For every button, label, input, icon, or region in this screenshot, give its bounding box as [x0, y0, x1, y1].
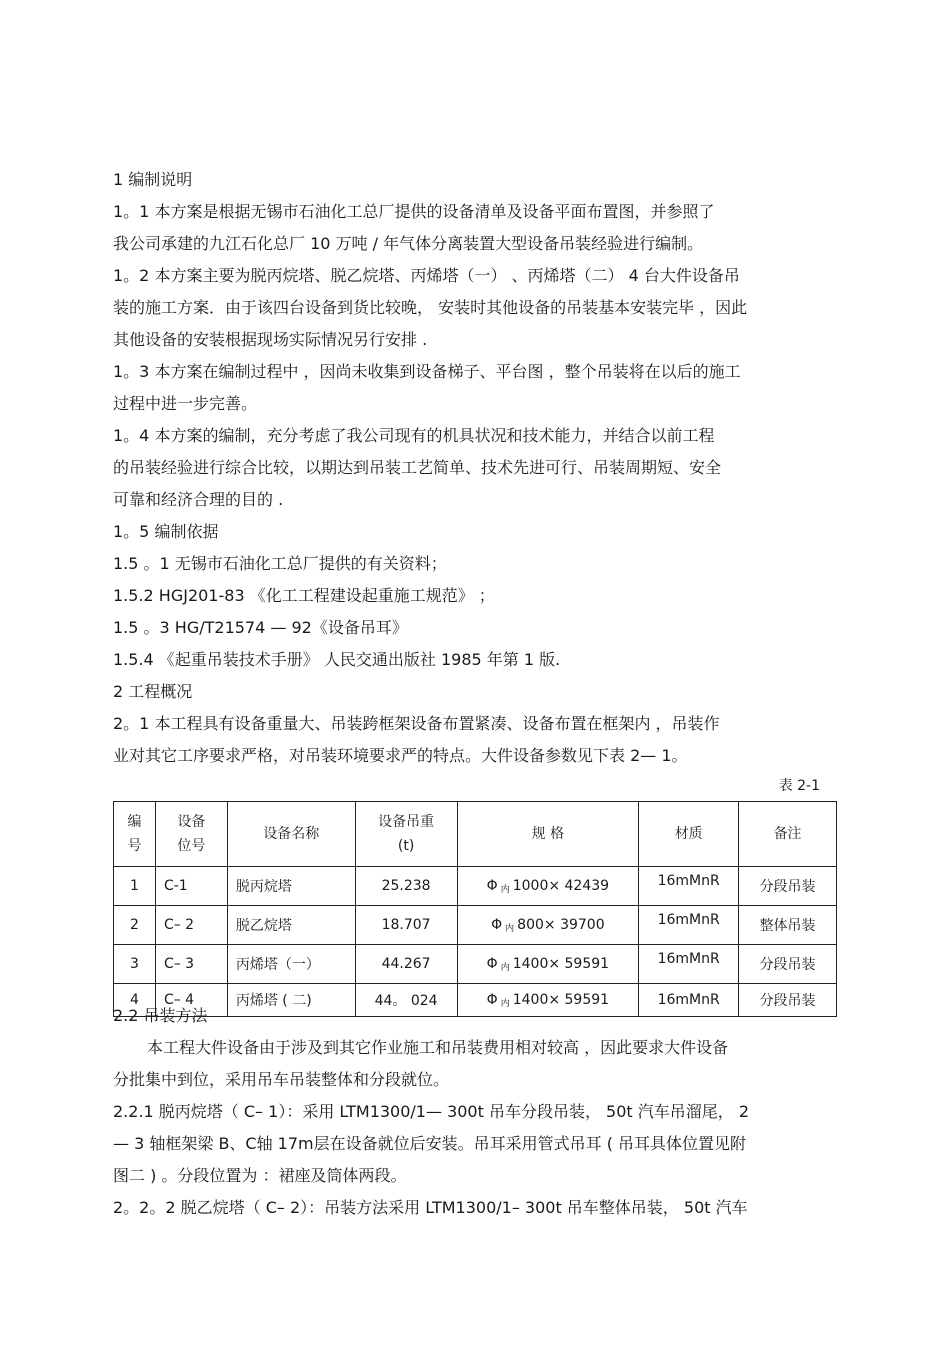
header-material: 材质: [639, 802, 739, 867]
paragraph-line: 我公司承建的九江石化总厂 10 万吨 / 年气体分离装置大型设备吊装经验进行编制。: [113, 234, 704, 253]
reference-item: 1.5.2 HGJ201-83 《化工工程建设起重施工规范》 ；: [113, 586, 495, 605]
reference-item: 1.5 。3 HG/T21574 — 92《设备吊耳》: [113, 618, 408, 637]
reference-item: 1.5.4 《起重吊装技术手册》 人民交通出版社 1985 年第 1 版.: [113, 650, 561, 669]
table-row: 4 C– 4 丙烯塔 ( 二) 44。 024 Φ $_内$ 1400× 59591 16mMnR 分段吊装: [114, 984, 837, 1017]
paragraph-line: 2。2。2 脱乙烷塔（ C– 2）：吊装方法采用 LTM1300/1– 300t 吊车整体吊装， 50t 汽车: [113, 1198, 748, 1217]
header-name: 设备名称: [227, 802, 355, 867]
paragraph-line: 图二 ) 。分段位置为 ：裙座及筒体两段。: [113, 1166, 407, 1185]
paragraph-line: 2.2.1 脱丙烷塔（ C– 1）：采用 LTM1300/1— 300t 吊车分段吊装， 50t 汽车吊溜尾， 2: [113, 1102, 750, 1121]
table-row: 2 C– 2 脱乙烷塔 18.707 Φ $_内$ 800× 39700 16mMnR 整体吊装: [114, 906, 837, 945]
paragraph-line: 1。3 本方案在编制过程中 ，因尚未收集到设备梯子、平台图 ，整个吊装将在以后的施工: [113, 362, 741, 381]
table-caption: 表 2-1: [778, 778, 820, 794]
table-row: 3 C– 3 丙烯塔（一） 44.267 Φ $_内$ 1400× 59591 16mMnR 分段吊装: [114, 945, 837, 984]
subheading-basis: 1。5 编制依据: [113, 522, 219, 541]
paragraph-line: 可靠和经济合理的目的 .: [113, 490, 284, 509]
paragraph-line: 1。4 本方案的编制，充分考虑了我公司现有的机具状况和技术能力，并结合以前工程: [113, 426, 715, 445]
table-row: 1 C-1 脱丙烷塔 25.238 Φ $_内$ 1000× 42439 16mMnR 分段吊装: [114, 867, 837, 906]
paragraph-line: 装的施工方案．由于该四台设备到货比较晚， 安装时其他设备的吊装基本安装完毕 ，因此: [113, 298, 748, 317]
paragraph-line: 的吊装经验进行综合比较，以期达到吊装工艺简单、技术先进可行、吊装周期短、安全: [113, 458, 722, 477]
header-no: 编 号: [114, 802, 156, 867]
table-header-row: [114, 802, 837, 867]
header-spec: 规 格: [457, 802, 639, 867]
paragraph-line: 本工程大件设备由于涉及到其它作业施工和吊装费用相对较高 ，因此要求大件设备: [147, 1038, 729, 1057]
header-position: 设备 位号: [155, 802, 227, 867]
paragraph-line: 其他设备的安装根据现场实际情况另行安排 .: [113, 330, 428, 349]
header-weight: 设备吊重 (t): [355, 802, 457, 867]
heading-2: 2 工程概况: [113, 682, 193, 701]
equipment-table: [113, 801, 837, 1017]
paragraph-line: 业对其它工序要求严格，对吊装环境要求严的特点。大件设备参数见下表 2— 1。: [113, 746, 688, 765]
heading-1: 1 编制说明: [113, 170, 193, 189]
paragraph-line: — 3 轴框架梁 B、C轴 17m层在设备就位后安装。吊耳采用管式吊耳 ( 吊耳具体位置见附: [113, 1134, 747, 1153]
paragraph-line: 过程中进一步完善。: [113, 394, 258, 413]
header-remark: 备注: [739, 802, 837, 867]
subheading-method: 2.2 吊装方法: [113, 1006, 208, 1025]
paragraph-line: 分批集中到位，采用吊车吊装整体和分段就位。: [113, 1070, 450, 1089]
paragraph-line: 1。2 本方案主要为脱丙烷塔、脱乙烷塔、丙烯塔（一） 、丙烯塔（二） 4 台大件设备吊: [113, 266, 740, 285]
paragraph-line: 1。1 本方案是根据无锡市石油化工总厂提供的设备清单及设备平面布置图，并参照了: [113, 202, 715, 221]
paragraph-line: 2。1 本工程具有设备重量大、吊装跨框架设备布置紧凑、设备布置在框架内 ，吊装作: [113, 714, 720, 733]
reference-item: 1.5 。1 无锡市石油化工总厂提供的有关资料；: [113, 554, 447, 573]
